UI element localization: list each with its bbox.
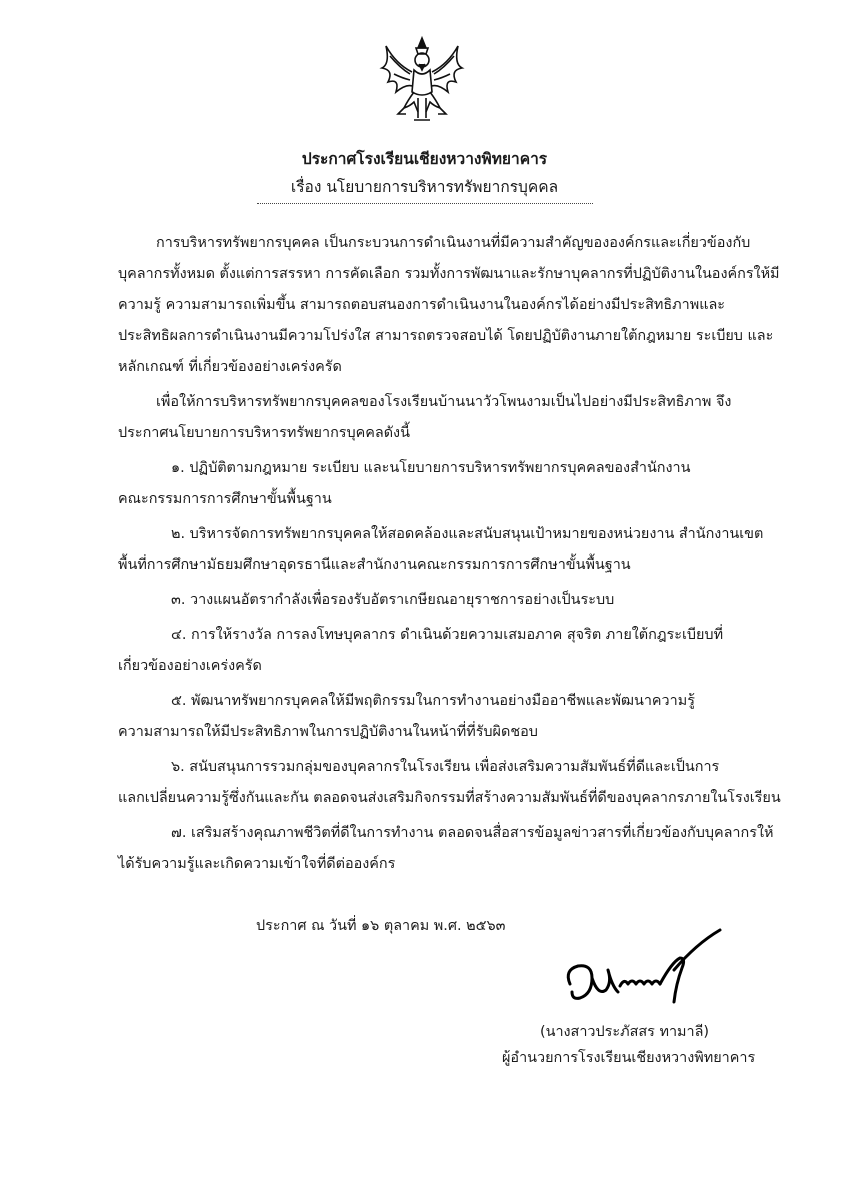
- garuda-emblem-icon: [374, 34, 470, 130]
- document-title: ประกาศโรงเรียนเชียงหวางพิทยาคาร: [301, 150, 548, 168]
- intro-paragraph: [118, 228, 780, 383]
- text-line: ๒. บริหารจัดการทรัพยากรบุคคลให้สอดคล้องและสนับสนุนเป้าหมายของหน่วยงาน สำนักงานเขต: [171, 526, 764, 542]
- policy-item-6: [118, 752, 781, 814]
- purpose-paragraph: [118, 387, 738, 449]
- text-line: ๔. การให้รางวัล การลงโทษบุคลากร ดำเนินด้วยความเสมอภาค สุจริต ภายใต้กฎระเบียบที่: [171, 627, 724, 643]
- dotted-divider: [257, 203, 593, 204]
- text-line: ประกาศนโยบายการบริหารทรัพยากรบุคคลดังนี้: [118, 425, 410, 441]
- text-line: ๖. สนับสนุนการรวมกลุ่มของบุคลากรในโรงเรียน เพื่อส่งเสริมความสัมพันธ์ที่ดีและเป็นการ: [171, 759, 720, 775]
- signer-name: (นางสาวประภัสสร ทามาลี): [540, 1024, 710, 1040]
- policy-item-2: [118, 519, 764, 581]
- document-subject: เรื่อง นโยบายการบริหารทรัพยากรบุคคล: [290, 178, 559, 196]
- text-line: พื้นที่การศึกษามัธยมศึกษาอุดรธานีและสำนักงานคณะกรรมการการศึกษาขั้นพื้นฐาน: [118, 557, 631, 573]
- document-body: [118, 228, 781, 884]
- text-line: ประสิทธิผลการดำเนินงานมีความโปร่งใส สามารถตรวจสอบได้ โดยปฏิบัติงานภายใต้กฎหมาย ระเบียบ และ: [118, 328, 774, 344]
- policy-item-3: [118, 585, 738, 616]
- text-line: การบริหารทรัพยากรบุคคล เป็นกระบวนการดำเนินงานที่มีความสำคัญขององค์กรและเกี่ยวข้องกับ: [156, 235, 751, 251]
- text-line: เกี่ยวข้องอย่างเคร่งครัด: [118, 658, 262, 674]
- policy-item-5: [118, 686, 738, 748]
- text-line: ความรู้ ความสามารถเพิ่มขึ้น สามารถตอบสนองการดำเนินงานในองค์กรได้อย่างมีประสิทธิภาพและ: [118, 297, 726, 313]
- announcement-date: ประกาศ ณ วันที่ ๑๖ ตุลาคม พ.ศ. ๒๕๖๓: [256, 918, 506, 934]
- text-line: ๓. วางแผนอัตรากำลังเพื่อรองรับอัตราเกษียณอายุราชการอย่างเป็นระบบ: [171, 592, 615, 608]
- policy-item-4: [118, 620, 738, 682]
- signature-icon: [556, 922, 726, 1014]
- text-line: ความสามารถให้มีประสิทธิภาพในการปฏิบัติงานในหน้าที่ที่รับผิดชอบ: [118, 724, 538, 740]
- text-line: บุคลากรทั้งหมด ตั้งแต่การสรรหา การคัดเลือก รวมทั้งการพัฒนาและรักษาบุคลากรที่ปฏิบัติงานในองค์กรให้มี: [118, 266, 780, 282]
- text-line: ๑. ปฏิบัติตามกฎหมาย ระเบียบ และนโยบายการบริหารทรัพยากรบุคคลของสำนักงาน: [171, 460, 691, 476]
- text-line: ได้รับความรู้และเกิดความเข้าใจที่ดีต่อองค์กร: [118, 856, 396, 872]
- text-line: เพื่อให้การบริหารทรัพยากรบุคคลของโรงเรียนบ้านนาวัวโพนงามเป็นไปอย่างมีประสิทธิภาพ จึง: [156, 394, 732, 410]
- text-line: หลักเกณฑ์ ที่เกี่ยวข้องอย่างเคร่งครัด: [118, 359, 342, 375]
- text-line: แลกเปลี่ยนความรู้ซึ่งกันและกัน ตลอดจนส่งเสริมกิจกรรมที่สร้างความสัมพันธ์ที่ดีของบุคลากรภายในโรงเรียน: [118, 790, 781, 806]
- policy-item-7: [118, 818, 774, 880]
- text-line: ๕. พัฒนาทรัพยากรบุคคลให้มีพฤติกรรมในการทำงานอย่างมืออาชีพและพัฒนาความรู้: [171, 693, 695, 709]
- text-line: คณะกรรมการการศึกษาขั้นพื้นฐาน: [118, 491, 332, 507]
- signer-position: ผู้อำนวยการโรงเรียนเชียงหวางพิทยาคาร: [502, 1050, 756, 1066]
- text-line: ๗. เสริมสร้างคุณภาพชีวิตที่ดีในการทำงาน ตลอดจนสื่อสารข้อมูลข่าวสารที่เกี่ยวข้องกับบุคลากรให้: [171, 825, 774, 841]
- policy-item-1: [118, 453, 738, 515]
